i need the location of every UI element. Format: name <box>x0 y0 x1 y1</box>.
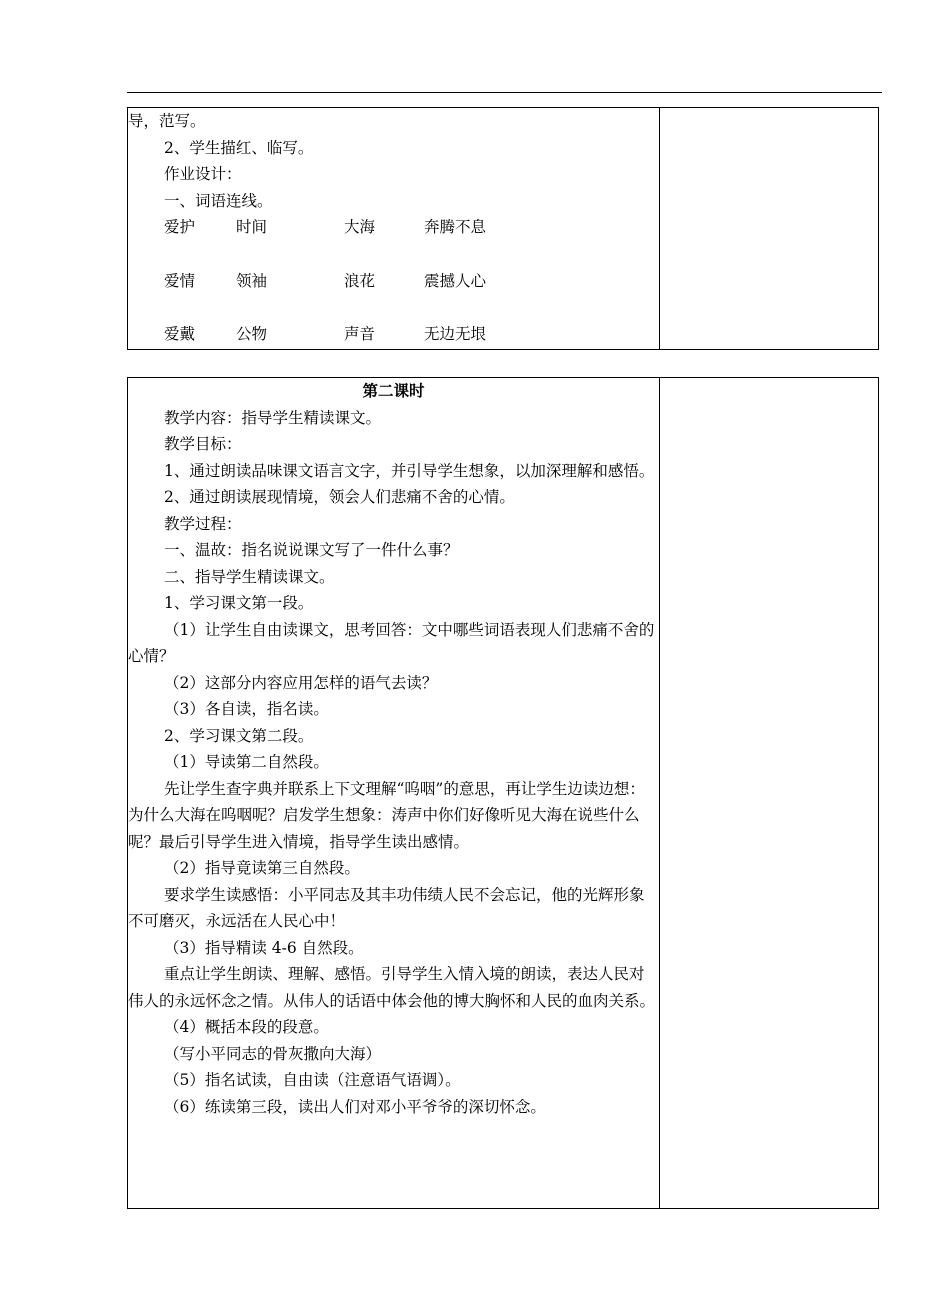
vocab-word: 无边无垠 <box>424 325 487 343</box>
paragraph: 要求学生读感悟：小平同志及其丰功伟绩人民不会忘记，他的光辉形象不可磨灭，永远活在人民心中！ <box>128 885 645 930</box>
paragraph: （写小平同志的骨灰撒向大海） <box>164 1044 382 1063</box>
header-rule <box>127 92 882 93</box>
notes-cell <box>660 108 879 350</box>
vocab-word: 浪花 <box>344 271 376 290</box>
paragraph: （2）这部分内容应用怎样的语气去读？ <box>164 673 438 692</box>
paragraph: （1）导读第二自然段。 <box>164 753 329 771</box>
vocab-word: 大海 <box>344 218 376 236</box>
paragraph: （3）指导精读 4-6 自然段。 <box>164 938 364 957</box>
lesson-content-cell <box>128 378 660 1209</box>
lesson-table-continued <box>127 107 879 350</box>
vocab-word: 爱护 <box>164 218 196 236</box>
vocab-word: 震撼人心 <box>424 271 487 290</box>
vocab-word: 领袖 <box>236 271 268 290</box>
paragraph: 一、温故：指名说说课文写了一件什么事？ <box>164 541 459 559</box>
homework-heading: 作业设计： <box>164 165 242 183</box>
paragraph: （6）练读第三段，读出人们对邓小平爷爷的深切怀念。 <box>164 1097 546 1116</box>
exercise-heading: 一、词语连线。 <box>164 191 273 210</box>
vocab-word: 奔腾不息 <box>424 218 487 236</box>
vocab-word: 时间 <box>236 218 268 236</box>
paragraph: （2）指导竟读第三自然段。 <box>164 859 360 877</box>
paragraph: （4）概括本段的段意。 <box>164 1018 329 1036</box>
vocab-word: 声音 <box>344 325 376 343</box>
lesson-content-cell <box>128 108 660 350</box>
paragraph: 2、学习课文第二段。 <box>164 726 314 745</box>
paragraph: 先让学生查字典并联系上下文理解“呜咽”的意思，再让学生边读边想：为什么大海在呜咽呢？启发学生想象：涛声中你们好像听见大海在说些什么呢？最后引导学生进入情境，指导学生读出感情。 <box>128 779 645 851</box>
paragraph: 教学目标： <box>164 435 242 453</box>
vocab-word: 公物 <box>236 325 268 343</box>
paragraph: 教学过程： <box>164 514 242 533</box>
paragraph: 2、通过朗读展现情境，领会人们悲痛不舍的心情。 <box>164 488 515 506</box>
paragraph: 重点让学生朗读、理解、感悟。引导学生入情入境的朗读，表达人民对伟人的永远怀念之情。从伟人的话语中体会他的博大胸怀和人民的血肉关系。 <box>128 965 656 1010</box>
paragraph: 二、指导学生精读课文。 <box>164 567 335 586</box>
vocab-row <box>128 321 659 349</box>
section-title: 第二课时 <box>362 381 425 400</box>
vocab-word: 爱情 <box>164 271 196 290</box>
paragraph: （3）各自读，指名读。 <box>164 700 329 718</box>
paragraph: 1、学习课文第一段。 <box>164 594 314 612</box>
lesson-table-second-period <box>127 377 879 1209</box>
paragraph: （5）指名试读，自由读（注意语气语调）。 <box>164 1071 461 1089</box>
text-line: 2、学生描红、临写。 <box>164 138 314 157</box>
notes-cell <box>660 378 879 1209</box>
text-line: 导，范写。 <box>128 112 206 130</box>
paragraph: 1、通过朗读品味课文语言文字，并引导学生想象，以加深理解和感悟。 <box>164 461 655 480</box>
vocab-row <box>128 268 659 322</box>
paragraph: 教学内容：指导学生精读课文。 <box>164 408 382 427</box>
vocab-row <box>128 214 659 268</box>
vocab-word: 爱戴 <box>164 325 196 343</box>
paragraph: （1）让学生自由读课文，思考回答：文中哪些词语表现人们悲痛不舍的心情？ <box>128 620 655 665</box>
